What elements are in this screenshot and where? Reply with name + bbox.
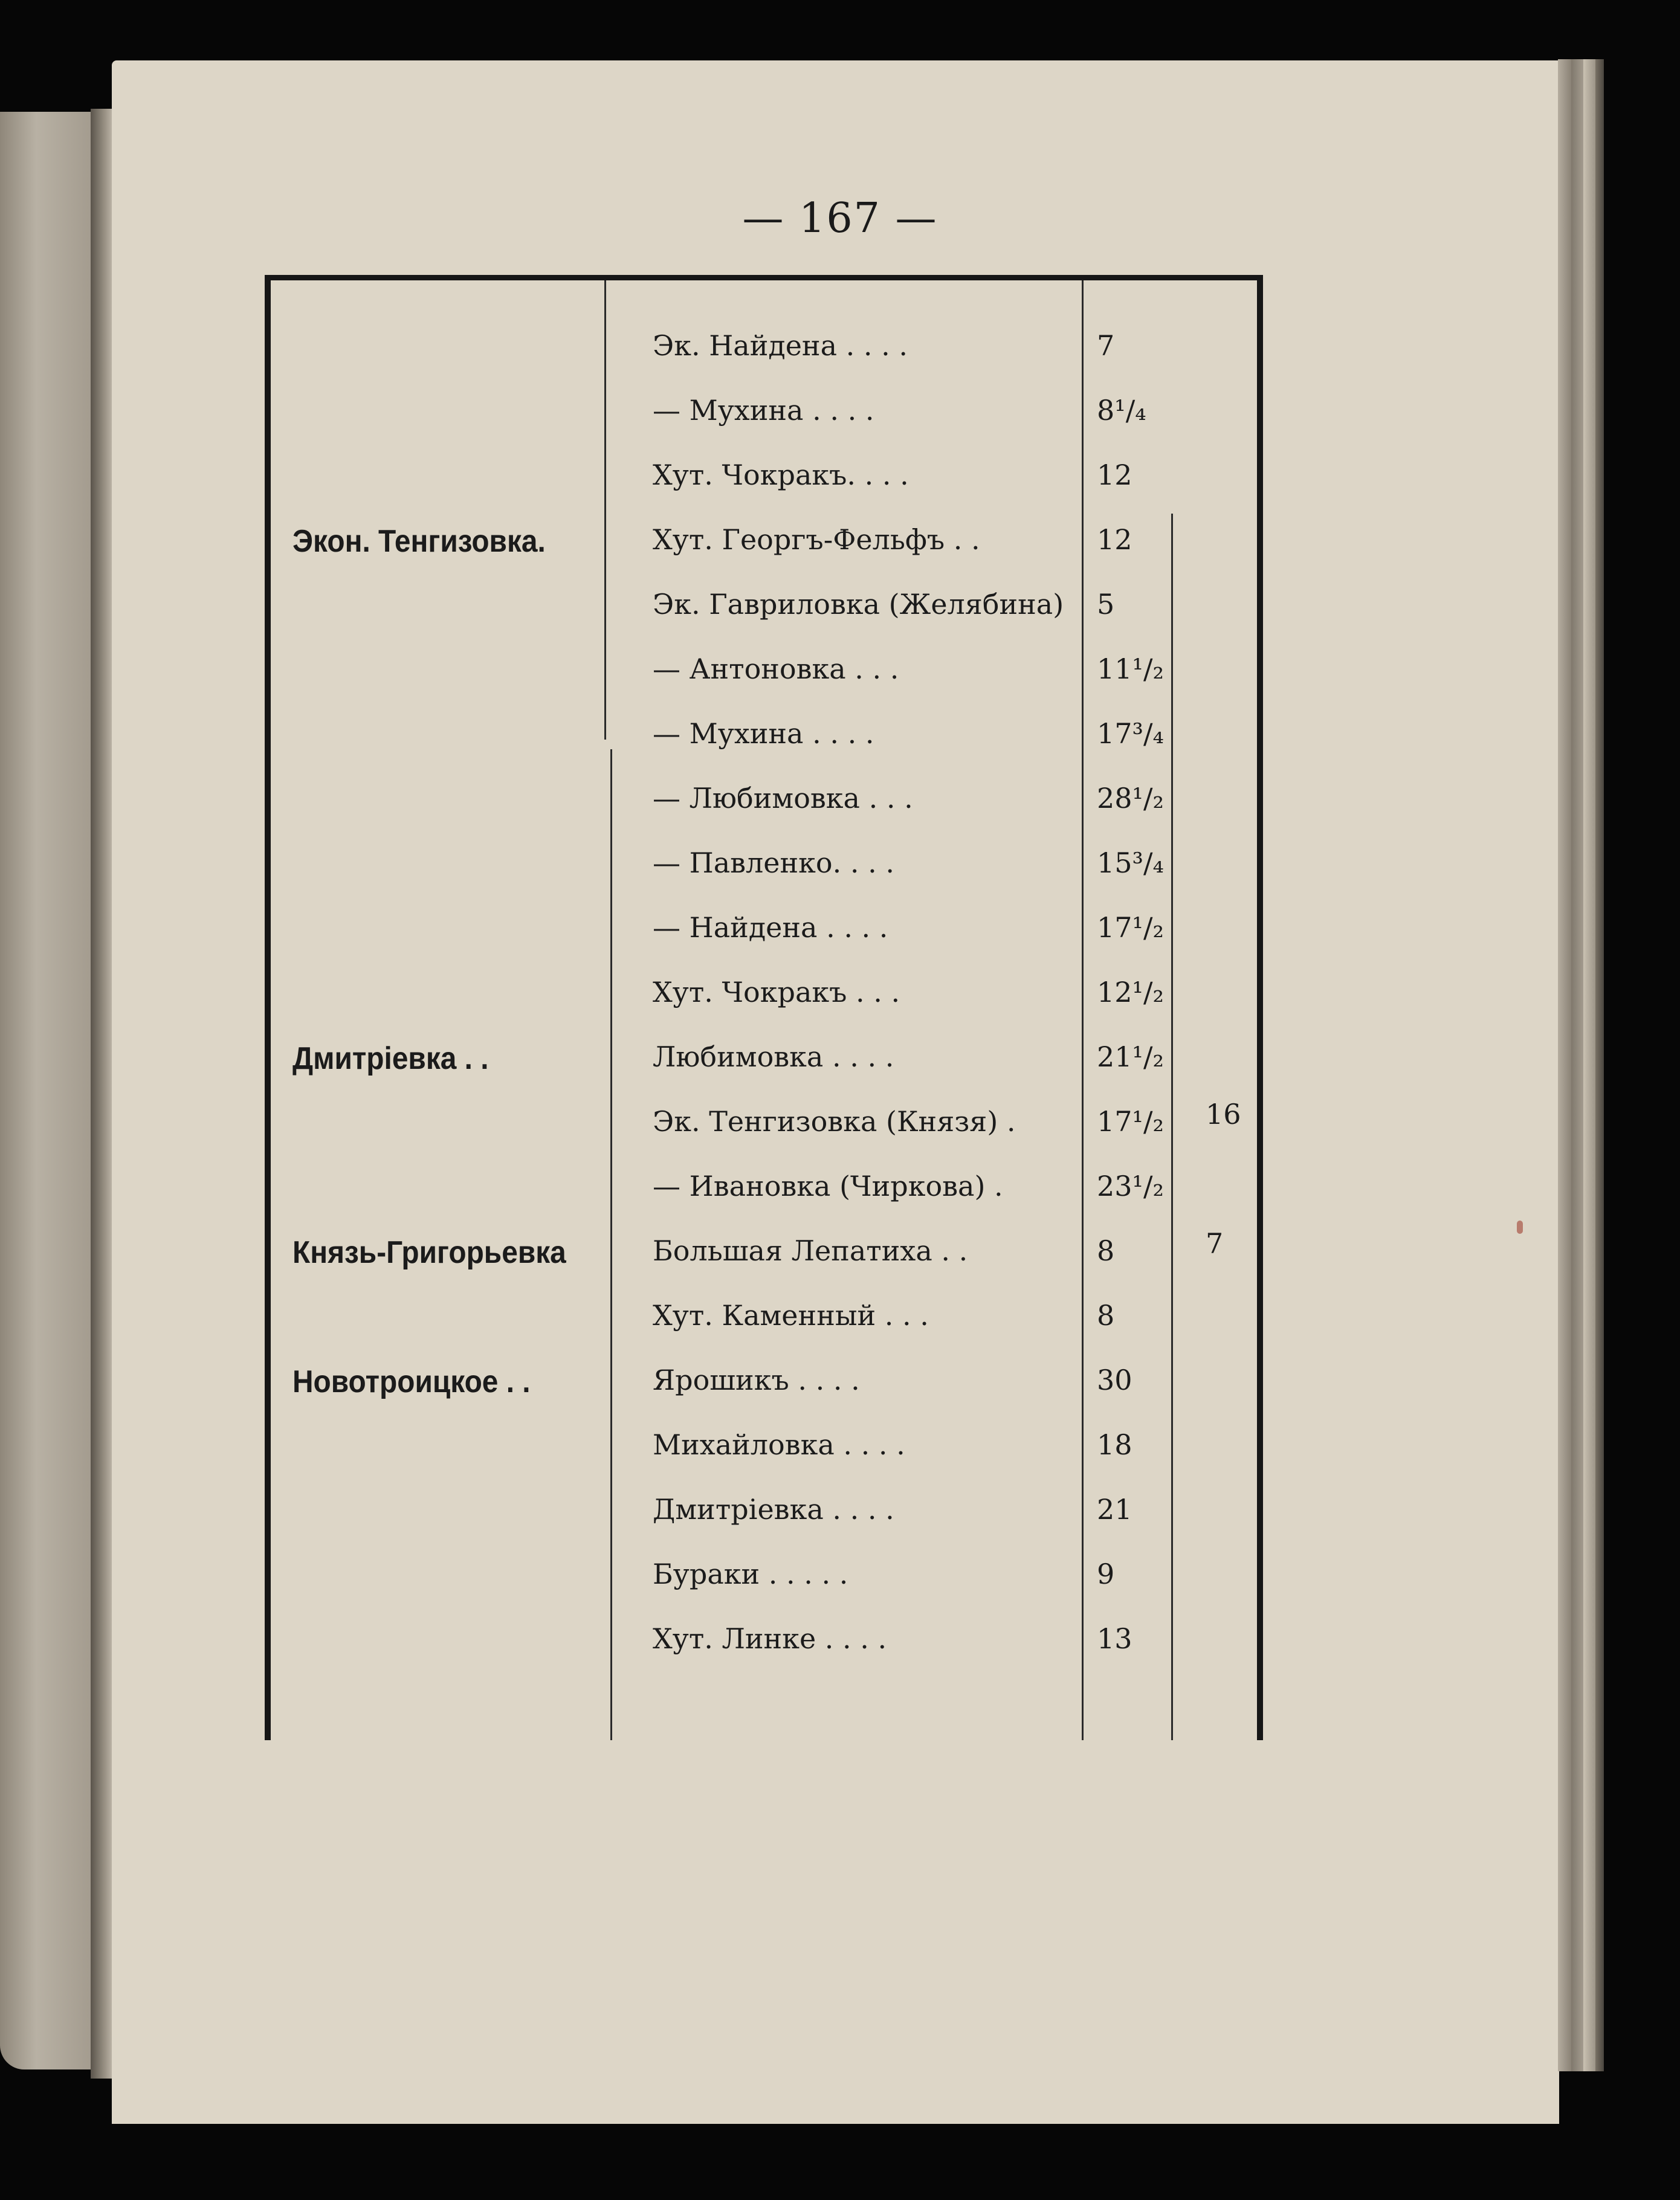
group-total: 7 bbox=[1206, 1227, 1224, 1260]
table-row bbox=[0, 1493, 1680, 1541]
place-name: — Павленко. . . . bbox=[653, 847, 894, 879]
place-name: Эк. Гавриловка (Желябина) bbox=[653, 588, 1064, 621]
distance-value: 30 bbox=[1097, 1364, 1132, 1396]
distance-value: 17³/₄ bbox=[1097, 717, 1164, 750]
table-row bbox=[0, 459, 1680, 507]
place-name: Большая Лепатиха . . bbox=[653, 1234, 968, 1267]
region-name: Экон. Тенгизовка. bbox=[292, 524, 546, 559]
place-name: Михайловка . . . . bbox=[653, 1428, 905, 1461]
table-top-rule bbox=[265, 275, 1263, 280]
distance-value: 11¹/₂ bbox=[1097, 653, 1164, 685]
table-row bbox=[0, 1299, 1680, 1347]
place-name: — Найдена . . . . bbox=[653, 911, 888, 944]
table-row bbox=[0, 1040, 1680, 1089]
table-row bbox=[0, 1098, 1680, 1153]
table-row bbox=[0, 394, 1680, 442]
table-row bbox=[0, 1364, 1680, 1412]
region-name: Новотроицкое . . bbox=[292, 1364, 531, 1399]
table-row bbox=[0, 329, 1680, 378]
place-name: Хут. Георгъ-Фельфъ . . bbox=[653, 523, 980, 556]
region-name: Дмитріевка . . bbox=[292, 1041, 489, 1076]
distance-value: 13 bbox=[1097, 1622, 1132, 1655]
distance-value: 12 bbox=[1097, 523, 1132, 556]
table-row bbox=[0, 1622, 1680, 1671]
group-total: 16 bbox=[1206, 1098, 1241, 1131]
place-name: Ярошикъ . . . . bbox=[653, 1364, 860, 1396]
region-name: Князь-Григорьевка bbox=[292, 1235, 566, 1270]
ink-stain bbox=[1517, 1221, 1523, 1234]
distance-value: 7 bbox=[1097, 329, 1115, 362]
place-name: Дмитріевка . . . . bbox=[653, 1493, 894, 1526]
place-name: — Ивановка (Чиркова) . bbox=[653, 1170, 1003, 1202]
table-row bbox=[0, 653, 1680, 701]
table-row bbox=[0, 523, 1680, 572]
distance-value: 18 bbox=[1097, 1428, 1132, 1461]
place-name: Хут. Чокракъ . . . bbox=[653, 976, 900, 1008]
distance-value: 17¹/₂ bbox=[1097, 911, 1164, 944]
table-row bbox=[0, 911, 1680, 960]
distance-value: 12 bbox=[1097, 459, 1132, 491]
place-name: Бураки . . . . . bbox=[653, 1558, 848, 1590]
page-number: — 167 — bbox=[742, 195, 938, 242]
table-row bbox=[0, 1558, 1680, 1606]
table-row bbox=[0, 847, 1680, 895]
distance-value: 15³/₄ bbox=[1097, 847, 1164, 879]
place-name: — Любимовка . . . bbox=[653, 782, 913, 815]
distance-value: 12¹/₂ bbox=[1097, 976, 1164, 1008]
place-name: Хут. Каменный . . . bbox=[653, 1299, 929, 1332]
distance-value: 8¹/₄ bbox=[1097, 394, 1146, 427]
place-name: — Антоновка . . . bbox=[653, 653, 899, 685]
distance-value: 8 bbox=[1097, 1234, 1115, 1267]
distance-value: 5 bbox=[1097, 588, 1115, 621]
place-name: Любимовка . . . . bbox=[653, 1040, 894, 1073]
table-row bbox=[0, 1227, 1680, 1283]
table-row bbox=[0, 1170, 1680, 1218]
table-row bbox=[0, 588, 1680, 636]
distance-value: 21¹/₂ bbox=[1097, 1040, 1164, 1073]
table-row bbox=[0, 1428, 1680, 1477]
place-name: Эк. Тенгизовка (Князя) . bbox=[653, 1105, 1016, 1138]
table-row bbox=[0, 782, 1680, 830]
table-row bbox=[0, 717, 1680, 766]
place-name: — Мухина . . . . bbox=[653, 717, 874, 750]
table-row bbox=[0, 976, 1680, 1024]
place-name: Эк. Найдена . . . . bbox=[653, 329, 908, 362]
place-name: — Мухина . . . . bbox=[653, 394, 874, 427]
distance-value: 17¹/₂ bbox=[1097, 1105, 1164, 1138]
distance-value: 8 bbox=[1097, 1299, 1115, 1332]
distance-value: 9 bbox=[1097, 1558, 1115, 1590]
distance-value: 23¹/₂ bbox=[1097, 1170, 1164, 1202]
distance-value: 21 bbox=[1097, 1493, 1132, 1526]
place-name: Хут. Чокракъ. . . . bbox=[653, 459, 909, 491]
distance-value: 28¹/₂ bbox=[1097, 782, 1164, 815]
place-name: Хут. Линке . . . . bbox=[653, 1622, 887, 1655]
